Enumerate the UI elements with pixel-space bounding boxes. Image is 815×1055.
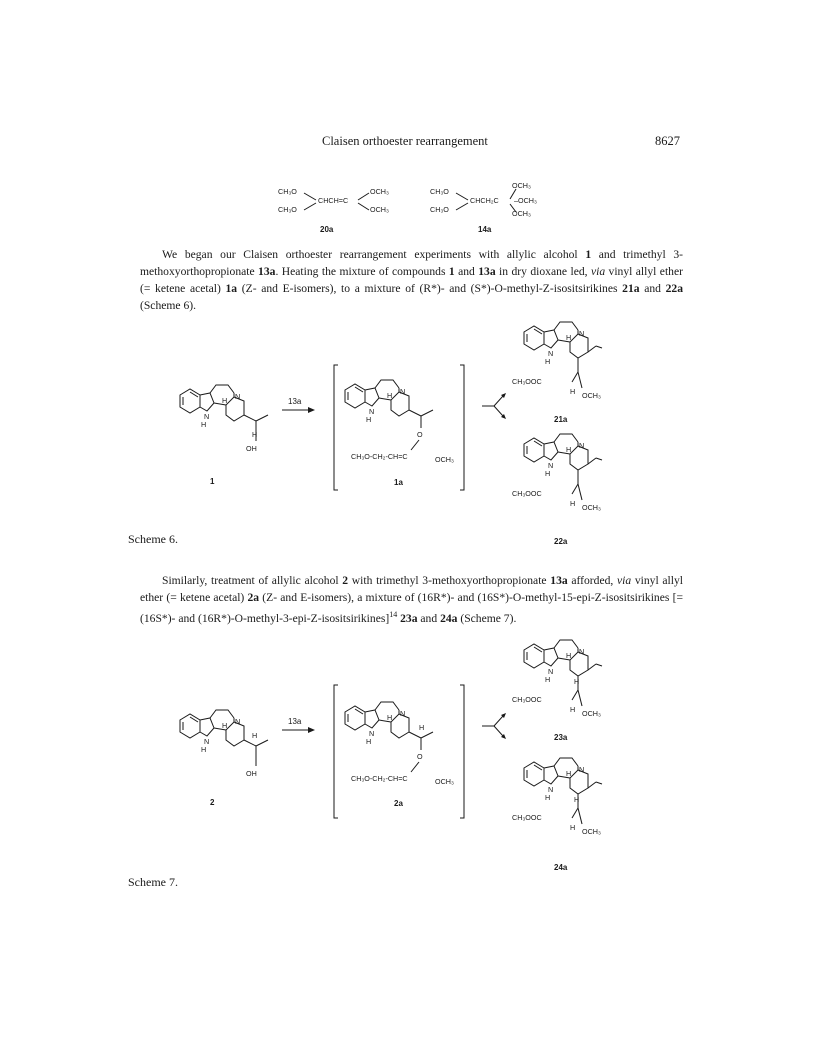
svg-text:N: N [204, 412, 210, 421]
svg-text:CH₃O: CH₃O [278, 205, 297, 214]
label-21a: 21a [554, 415, 568, 424]
svg-text:H: H [222, 721, 228, 730]
svg-text:CH₃OOC: CH₃OOC [512, 813, 542, 822]
svg-text:CH₃O-CH₂-CH=C: CH₃O-CH₂-CH=C [351, 452, 408, 461]
svg-text:N: N [579, 329, 585, 338]
label-1a: 1a [394, 478, 403, 487]
svg-text:OCH₃: OCH₃ [512, 181, 531, 190]
label-2: 2 [210, 798, 215, 807]
svg-text:H: H [566, 769, 572, 778]
svg-text:CHCH₂C: CHCH₂C [470, 196, 499, 205]
label-22a: 22a [554, 537, 568, 546]
structures-20a-14a [270, 180, 560, 240]
compound-23a-structure [512, 640, 602, 718]
svg-text:N: N [548, 785, 554, 794]
svg-text:H: H [570, 823, 576, 832]
compound-1-structure [180, 385, 268, 453]
svg-text:N: N [548, 461, 554, 470]
svg-text:OCH₃: OCH₃ [582, 709, 601, 718]
svg-text:H: H [222, 396, 228, 405]
label-2a: 2a [394, 799, 403, 808]
svg-text:13a: 13a [288, 717, 302, 726]
svg-text:N: N [204, 737, 210, 746]
svg-text:N: N [579, 765, 585, 774]
label-20a: 20a [320, 225, 334, 234]
svg-text:N: N [400, 709, 406, 718]
scheme-7-caption: Scheme 7. [128, 875, 178, 889]
svg-text:OCH₃: OCH₃ [582, 503, 601, 512]
compound-22a-structure [512, 434, 602, 512]
svg-text:N: N [369, 729, 375, 738]
svg-text:H: H [252, 430, 258, 439]
svg-text:H: H [545, 793, 551, 802]
svg-text:H: H [252, 731, 258, 740]
scheme-7 [140, 640, 685, 875]
svg-text:OH: OH [246, 444, 257, 453]
svg-text:N: N [369, 407, 375, 416]
svg-text:H: H [201, 420, 207, 429]
label-1: 1 [210, 477, 215, 486]
svg-text:H: H [545, 675, 551, 684]
svg-text:H: H [574, 795, 580, 804]
svg-text:H: H [570, 705, 576, 714]
svg-text:N: N [548, 667, 554, 676]
paragraph-1: We began our Claisen orthoester rearrangement experiments with allylic alcohol 1 and trimethyl 3-methoxyorthopropionate 13a. Heating the mixture of compounds 1 and 13a in dry dioxane led, via vinyl allyl ether (= ketene acetal) 1a (Z- and E-isomers), to a mixture of (R*)- and (S*)-O-methyl-Z-isositsirikines 21a and 22a (Scheme 6). [140, 248, 683, 312]
svg-text:H: H [366, 415, 372, 424]
svg-text:H: H [566, 445, 572, 454]
svg-text:H: H [570, 387, 576, 396]
compound-1a-structure [345, 380, 454, 464]
svg-text:OCH₃: OCH₃ [435, 777, 454, 786]
svg-text:OH: OH [246, 769, 257, 778]
scheme-6-caption: Scheme 6. [128, 532, 178, 546]
svg-text:H: H [566, 651, 572, 660]
svg-text:N: N [579, 647, 585, 656]
svg-text:H: H [545, 357, 551, 366]
svg-text:H: H [387, 391, 393, 400]
svg-text:N: N [235, 392, 241, 401]
svg-text:OCH₃: OCH₃ [370, 205, 389, 214]
svg-text:H: H [574, 677, 580, 686]
svg-text:CH₃O: CH₃O [430, 187, 449, 196]
svg-text:OCH₃: OCH₃ [582, 827, 601, 836]
svg-text:O: O [417, 752, 423, 761]
scheme-6 [140, 310, 685, 545]
svg-text:CH₃O: CH₃O [430, 205, 449, 214]
svg-text:CH₃O-CH₂-CH=C: CH₃O-CH₂-CH=C [351, 774, 408, 783]
label-23a: 23a [554, 733, 568, 742]
svg-text:H: H [419, 723, 425, 732]
label-14a: 14a [478, 225, 492, 234]
svg-text:H: H [201, 745, 207, 754]
svg-text:N: N [235, 717, 241, 726]
svg-text:H: H [566, 333, 572, 342]
running-title: Claisen orthoester rearrangement [322, 134, 488, 148]
compound-21a-structure [512, 322, 602, 400]
compound-24a-structure [512, 758, 602, 836]
compound-2a-structure [345, 702, 454, 786]
svg-text:CH₃OOC: CH₃OOC [512, 489, 542, 498]
svg-text:H: H [366, 737, 372, 746]
svg-text:N: N [579, 441, 585, 450]
compound-2-structure [180, 710, 268, 778]
svg-text:O: O [417, 430, 423, 439]
svg-text:CH₃OOC: CH₃OOC [512, 695, 542, 704]
page-number: 8627 [655, 134, 680, 148]
svg-text:–OCH₃: –OCH₃ [514, 196, 537, 205]
paragraph-2: Similarly, treatment of allylic alcohol 2 with trimethyl 3-methoxyorthopropionate 13a afforded, via vinyl allyl ether (= ketene acetal) 2a (Z- and E-isomers), a mixture of (16R*)- and (16S*)-O-methyl-15-epi-Z-isositsirikines [= (16S*)- and (16R*)-O-methyl-3-epi-Z-isositsirikines]$^{14}$ 23a and 24a (Scheme 7). [140, 574, 683, 625]
svg-text:H: H [570, 499, 576, 508]
svg-text:N: N [400, 387, 406, 396]
svg-text:OCH₃: OCH₃ [370, 187, 389, 196]
svg-text:H: H [387, 713, 393, 722]
svg-text:N: N [548, 349, 554, 358]
svg-text:CHCH=C: CHCH=C [318, 196, 349, 205]
svg-text:OCH₃: OCH₃ [512, 209, 531, 218]
label-24a: 24a [554, 863, 568, 872]
svg-text:CH₃OOC: CH₃OOC [512, 377, 542, 386]
svg-text:13a: 13a [288, 397, 302, 406]
svg-text:H: H [545, 469, 551, 478]
svg-text:CH₃O: CH₃O [278, 187, 297, 196]
svg-text:OCH₃: OCH₃ [435, 455, 454, 464]
svg-text:OCH₃: OCH₃ [582, 391, 601, 400]
